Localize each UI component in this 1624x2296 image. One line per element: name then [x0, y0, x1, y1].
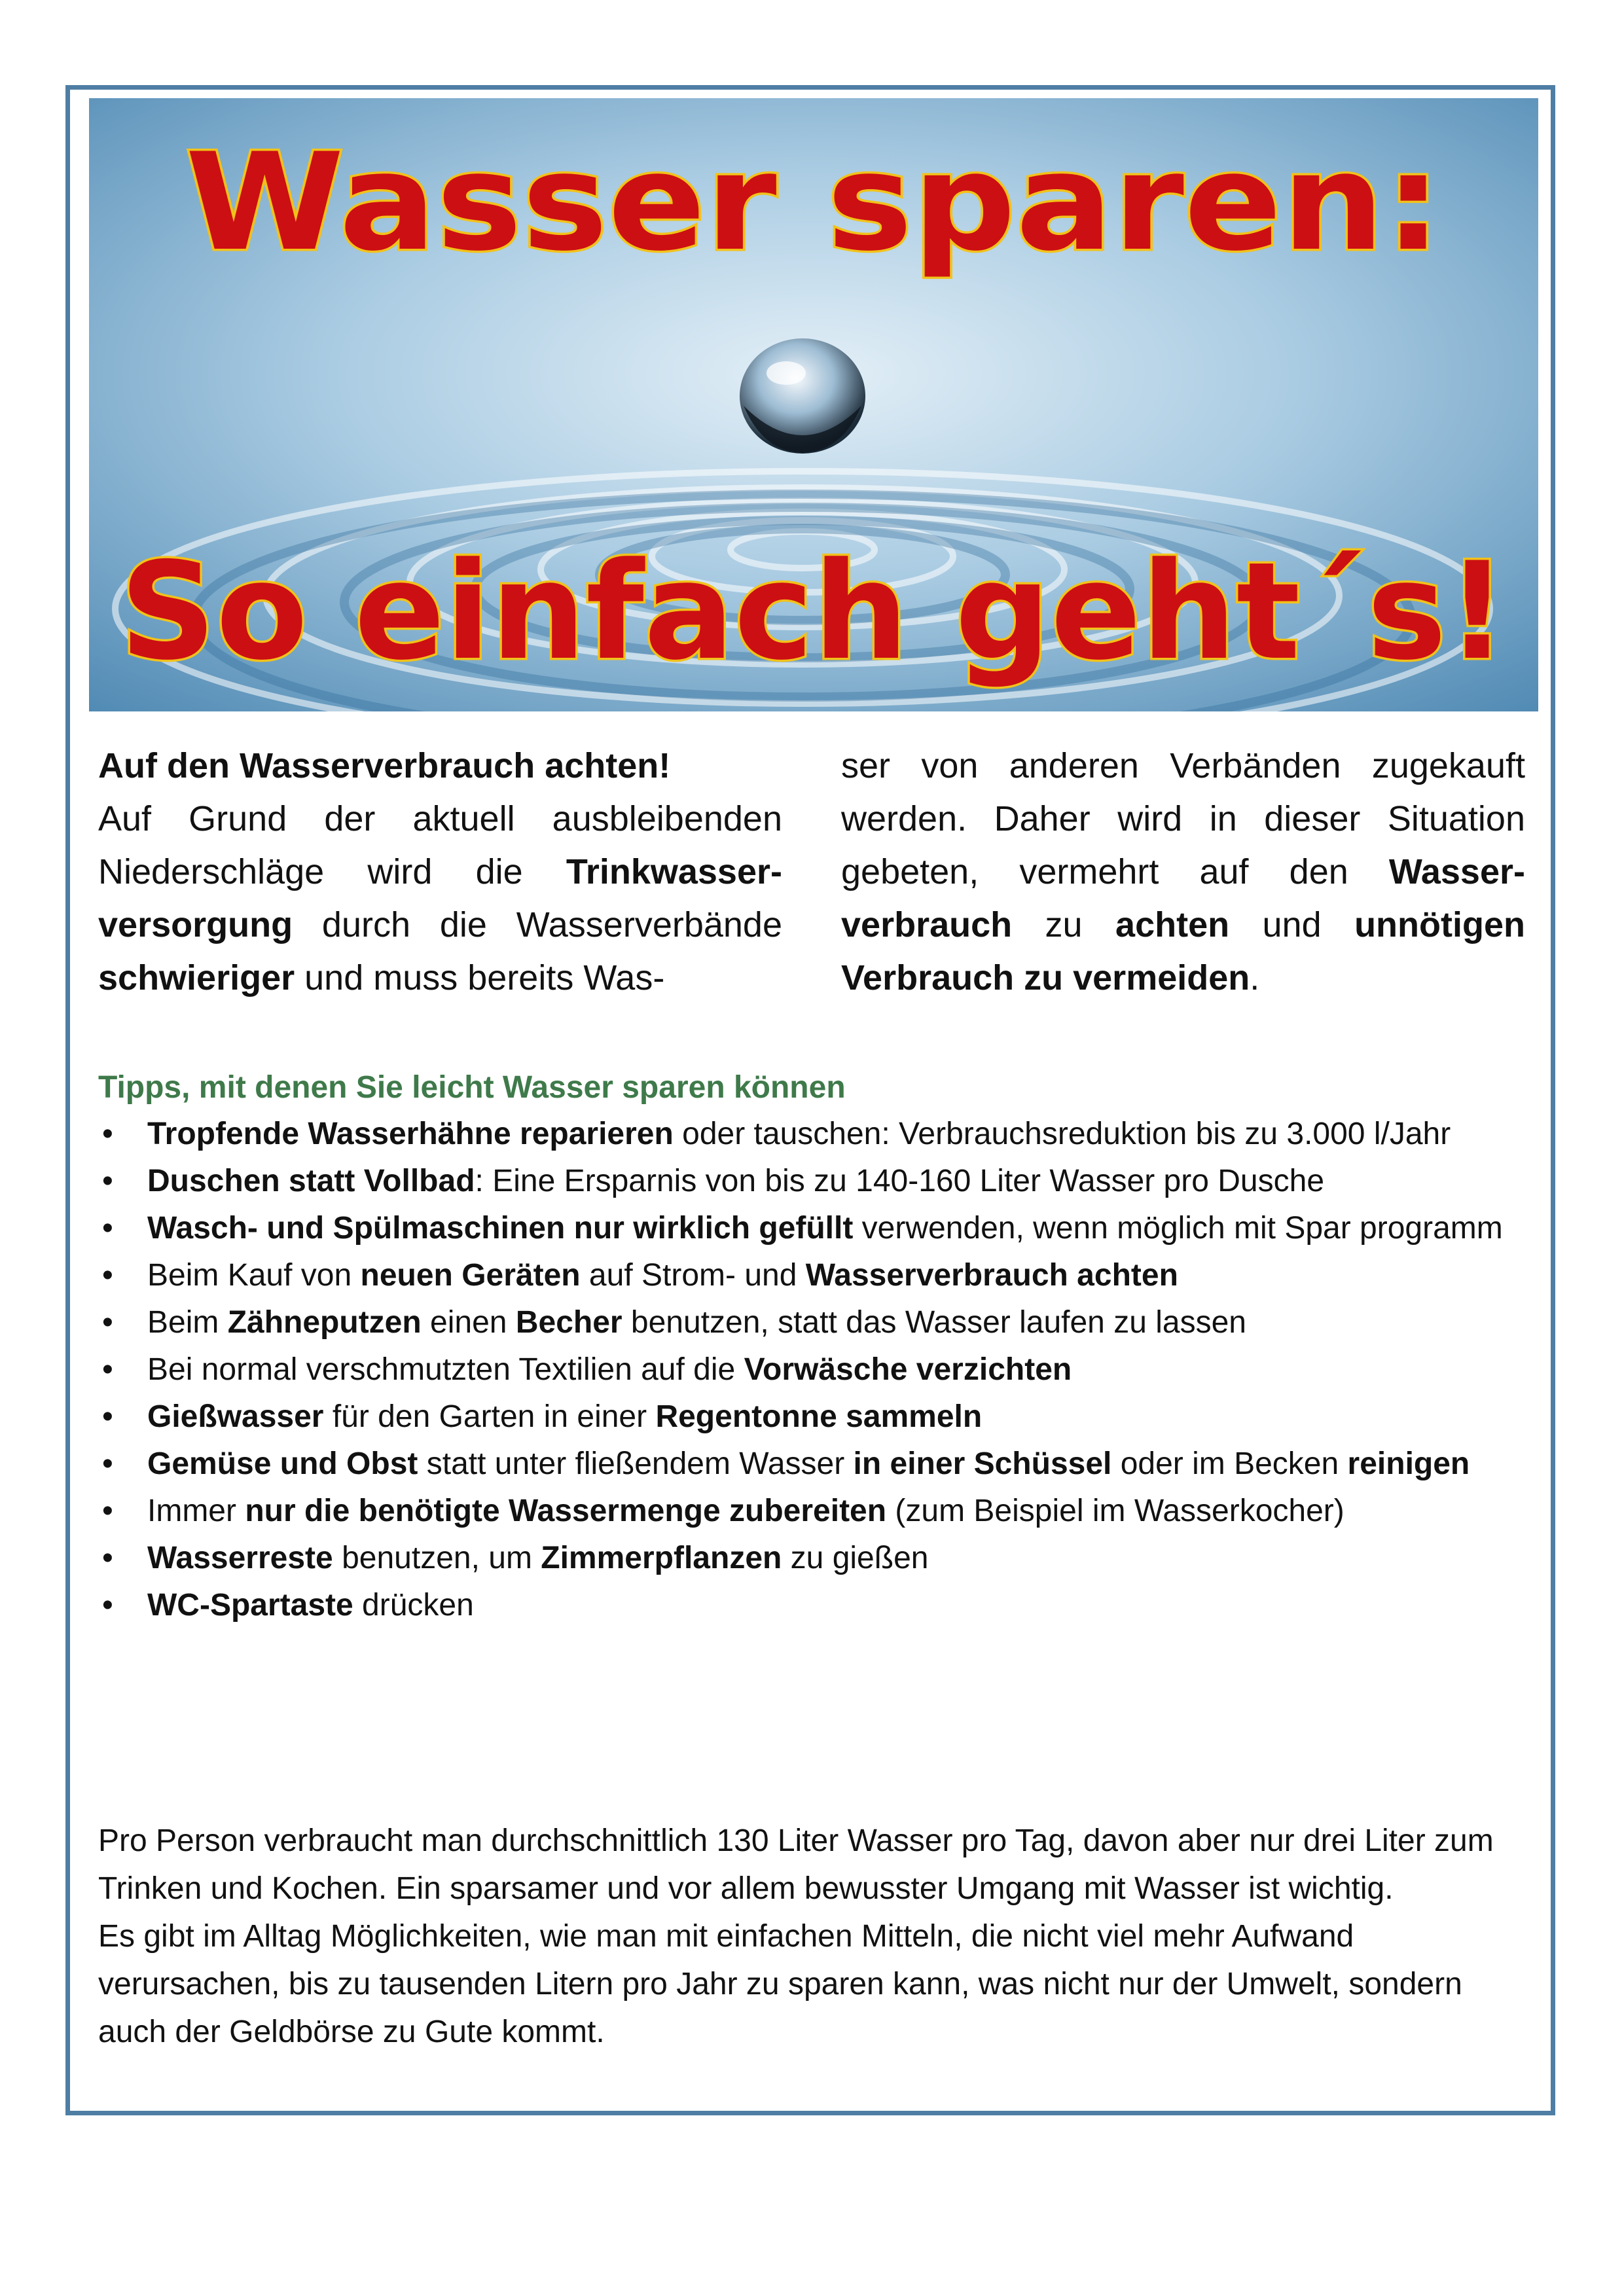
- tip-run-text: verwenden, wenn möglich mit Spar programm: [853, 1211, 1503, 1246]
- tip-run-bold: Wasserreste: [147, 1541, 333, 1575]
- tip-run-bold: Vorwäsche verzichten: [744, 1352, 1072, 1387]
- tip-run-bold: Wasserverbrauch achten: [805, 1258, 1178, 1293]
- tip-run-text: benutzen, statt das Wasser laufen zu lassen: [622, 1305, 1246, 1340]
- intro-run-bold: schwieriger: [98, 958, 295, 997]
- intro-run-bold: unnötigen Verbrauch zu vermeiden: [841, 905, 1525, 997]
- intro-section: [98, 740, 1525, 1005]
- tip-run-text: einen: [421, 1305, 516, 1340]
- tip-run-text: Beim: [147, 1305, 228, 1340]
- tip-item: [98, 1346, 1525, 1393]
- tip-item: [98, 1488, 1525, 1535]
- tips-heading: Tipps, mit denen Sie leicht Wasser sparen können: [98, 1070, 846, 1105]
- tip-run-text: auf Strom- und: [580, 1258, 806, 1293]
- intro-run-text: zu: [1012, 905, 1116, 944]
- tip-run-bold: Regentonne sammeln: [655, 1399, 983, 1434]
- intro-run-text: und muss bereits Was-: [295, 958, 665, 997]
- tip-run-bold: Becher: [515, 1305, 623, 1340]
- tip-run-text: oder tauschen: Verbrauchsreduktion bis zu 3.000 l/Jahr: [673, 1117, 1451, 1151]
- intro-run-text: durch die Wasserverbände: [293, 905, 782, 944]
- tip-run-bold: Zimmerpflanzen: [541, 1541, 782, 1575]
- intro-run-bold: Wasserverbrauch: [841, 852, 1525, 944]
- tip-run-text: oder im Becken: [1111, 1446, 1348, 1481]
- tip-item: [98, 1299, 1525, 1346]
- closing-section: [98, 1817, 1525, 2056]
- tip-run-text: Immer: [147, 1494, 245, 1528]
- tip-run-text: benutzen, um: [333, 1541, 541, 1575]
- tip-item: [98, 1252, 1525, 1299]
- intro-run-bold: achten: [1115, 905, 1230, 944]
- hero-title-line1: Wasser sparen:: [185, 125, 1442, 281]
- bullet-icon: •: [102, 1117, 113, 1151]
- intro-column-left: [98, 740, 782, 1005]
- bullet-icon: •: [102, 1211, 113, 1246]
- tip-run-text: (zum Beispiel im Wasserkocher): [886, 1494, 1344, 1528]
- tip-run-bold: Gemüse und Obst: [147, 1446, 418, 1481]
- bullet-icon: •: [102, 1399, 113, 1434]
- tip-item: [98, 1205, 1525, 1252]
- tip-item: [98, 1535, 1525, 1582]
- tips-list: [98, 1111, 1525, 1629]
- intro-run-text: .: [1250, 958, 1260, 997]
- tip-run-text: Beim Kauf von: [147, 1258, 361, 1293]
- tip-run-bold: Zähneputzen: [227, 1305, 422, 1340]
- bullet-icon: •: [102, 1494, 113, 1528]
- bullet-icon: •: [102, 1352, 113, 1387]
- intro-run-text: ser von anderen Verbänden zugekauft werden. Daher wird in dieser Situation gebeten, vermehrt auf den: [841, 746, 1525, 891]
- tip-run-text: : Eine Ersparnis von bis zu 140-160 Liter Wasser pro Dusche: [475, 1164, 1325, 1198]
- intro-run-bold: Trinkwasserversorgung: [98, 852, 782, 944]
- intro-column-right: [841, 740, 1525, 1005]
- intro-heading: Auf den Wasserverbrauch achten!: [98, 746, 671, 785]
- hero-banner: [89, 98, 1538, 711]
- tip-item: [98, 1441, 1525, 1488]
- bullet-icon: •: [102, 1446, 113, 1481]
- bullet-icon: •: [102, 1305, 113, 1340]
- tip-run-text: statt unter fließendem Wasser: [418, 1446, 854, 1481]
- tip-run-bold: Tropfende Wasserhähne reparieren: [147, 1117, 674, 1151]
- tip-run-text: Bei normal verschmutzten Textilien auf die: [147, 1352, 744, 1387]
- bullet-icon: •: [102, 1541, 113, 1575]
- tip-run-bold: Wasch- und Spülmaschinen nur wirklich gefüllt: [147, 1211, 854, 1246]
- hero-title-line2: So einfach geht´s!: [120, 534, 1507, 690]
- intro-run-text: und: [1229, 905, 1355, 944]
- tip-run-bold: reinigen: [1347, 1446, 1470, 1481]
- bullet-icon: •: [102, 1258, 113, 1293]
- tip-run-bold: neuen Geräten: [360, 1258, 581, 1293]
- tip-item: [98, 1111, 1525, 1158]
- tip-run-text: drücken: [353, 1588, 474, 1623]
- bullet-icon: •: [102, 1164, 113, 1198]
- tip-run-text: für den Garten in einer: [323, 1399, 656, 1434]
- tip-run-bold: nur die benötigte Wassermenge zubereiten: [245, 1494, 887, 1528]
- tip-run-bold: Gießwasser: [147, 1399, 324, 1434]
- closing-paragraph-1: Pro Person verbraucht man durchschnittlich 130 Liter Wasser pro Tag, davon aber nur drei Liter zum Trinken und Kochen. Ein sparsamer und vor allem bewusster Umgang mit Wasser ist wichtig.: [98, 1823, 1494, 1906]
- tip-run-bold: Duschen statt Vollbad: [147, 1164, 475, 1198]
- intro-paragraph-part-1: [98, 793, 782, 1005]
- tip-item: [98, 1158, 1525, 1205]
- tip-item: [98, 1582, 1525, 1629]
- bullet-icon: •: [102, 1588, 113, 1623]
- tip-run-text: zu gießen: [782, 1541, 929, 1575]
- tip-item: [98, 1393, 1525, 1441]
- tip-run-bold: WC-Spartaste: [147, 1588, 353, 1623]
- closing-paragraph-2: Es gibt im Alltag Möglichkeiten, wie man mit einfachen Mitteln, die nicht viel mehr Aufwand verursachen, bis zu tausenden Litern pro Jahr zu sparen kann, was nicht nur der Umwelt, sondern auch der Geldbörse zu Gute kommt.: [98, 1919, 1462, 2049]
- tip-run-bold: in einer Schüssel: [853, 1446, 1112, 1481]
- intro-run-text: Auf Grund der aktuell ausbleibenden Niederschläge wird die: [98, 799, 782, 891]
- water-drop-ripple-icon: [89, 98, 1538, 711]
